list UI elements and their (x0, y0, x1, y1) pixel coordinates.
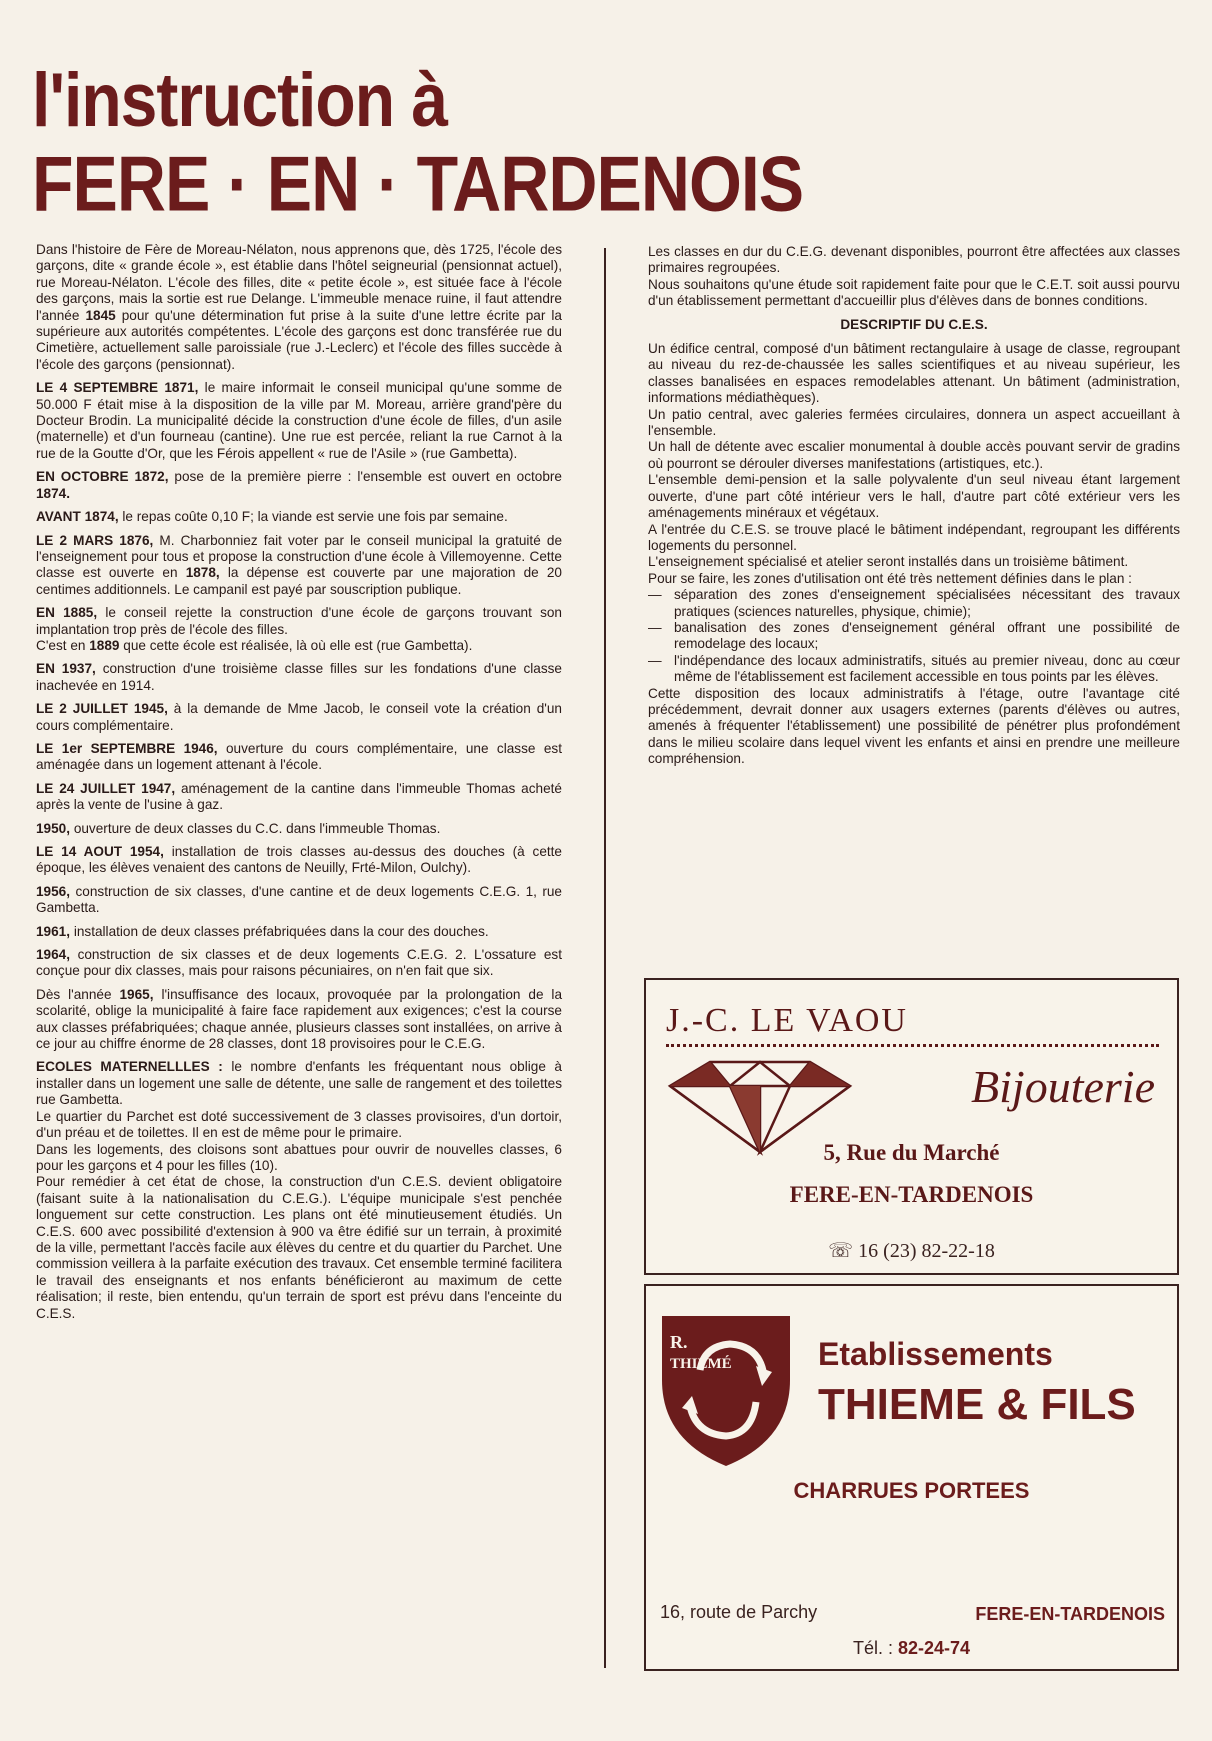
paragraph: AVANT 1874, le repas coûte 0,10 F; la viande est servie une fois par semaine. (36, 509, 508, 525)
paragraph: LE 1er SEPTEMBRE 1946, ouverture du cours complémentaire, une classe est aménagée dans un logement attenant à l'école. (36, 740, 562, 773)
paragraph: LE 24 JUILLET 1947, aménagement de la cantine dans l'immeuble Thomas acheté après la vente de l'usine à gaz. (36, 780, 562, 813)
logo-text-r: R. (670, 1332, 688, 1352)
paragraph: 1964, construction de six classes et de deux logements C.E.G. 2. L'ossature est conçue pour dix classes, mais pour raisons pécuniaires, on n'en fait que six. (36, 947, 563, 979)
plan-list (648, 587, 1180, 685)
paragraph: EN 1885, le conseil rejette la construction d'une école de garçons trouvant son implantation trop près de l'école des filles. C'est en 1889 que cette école est réalisée, là où elle est (rue Gambetta). (36, 605, 562, 653)
paragraph: Un patio central, avec galeries fermées circulaires, donnera un aspect accueillant à l'ensemble. (648, 406, 1180, 439)
title-line-1: l'instruction à (32, 57, 448, 143)
section-heading: DESCRIPTIF DU C.E.S. (840, 316, 988, 332)
ad-thieme-line2: THIEME & FILS (818, 1380, 1136, 1429)
ad-thieme-phone: Tél. : 82-24-74 (852, 1638, 971, 1658)
logo-text-thieme: THIÉMÉ (670, 1356, 732, 1372)
paragraph: 1961, installation de deux classes préfabriquées dans la cour des douches. (36, 923, 489, 939)
list-item: — l'indépendance des locaux administratifs, situés au premier niveau, donc au cœur même de l'établissement est facilement accessible en tous points par les élèves. (648, 653, 1180, 686)
ad-levaou (644, 978, 1179, 1275)
ad-levaou-street: 5, Rue du Marché (823, 1140, 1000, 1165)
paragraph: L'enseignement spécialisé et atelier seront installés dans un troisième bâtiment. (648, 554, 1129, 570)
ad-levaou-trade: Bijouterie (971, 1061, 1155, 1112)
dotted-divider (666, 1044, 1159, 1047)
ad-thieme-line1: Etablissements (818, 1336, 1053, 1372)
paragraph: LE 2 JUILLET 1945, à la demande de Mme Jacob, le conseil vote la création d'un cours complémentaire. (36, 701, 562, 733)
paragraph: 1956, construction de six classes, d'une cantine et de deux logements C.E.G. 1, rue Gambetta. (36, 883, 562, 916)
ad-levaou-city: FERE-EN-TARDENOIS (789, 1182, 1034, 1207)
left-column (36, 242, 562, 1329)
paragraph: Pour se faire, les zones d'utilisation ont été très nettement définies dans le plan : (648, 570, 1132, 586)
ad-thieme-product: CHARRUES PORTEES (793, 1478, 1030, 1503)
paragraph: LE 2 MARS 1876, M. Charbonniez fait voter par le conseil municipal la gratuité de l'enseignement pour tous et propose la construction d'une école à Villemoyenne. Cette classe est ouverte en 1878, la dépense est couverte par une majoration de 20 centimes additionnels. Le campanil est payé par souscription publique. (36, 532, 562, 597)
right-column (648, 244, 1180, 768)
list-item: — banalisation des zones d'enseignement général offrant une possibilité de remodelage des locaux; (648, 620, 1180, 653)
ad-levaou-phone: ☏ 16 (23) 82-22-18 (828, 1240, 995, 1262)
title-line-2: FERE · EN · TARDENOIS (32, 140, 804, 228)
ad-thieme-street: 16, route de Parchy (660, 1602, 818, 1622)
paragraph: A l'entrée du C.E.S. se trouve placé le bâtiment indépendant, regroupant les différents logements du personnel. (648, 521, 1180, 553)
paragraph: L'ensemble demi-pension et la salle polyvalente d'un seul niveau étant largement ouverte, d'une part côté intérieur vers le hall, d'autre part côté extérieur vers les aménagements minéraux et végétaux. (648, 472, 1180, 521)
paragraph: LE 4 SEPTEMBRE 1871, le maire informait le conseil municipal qu'une somme de 50.000 F était mise à la disposition de la ville par M. Moreau, arrière grand'père du Docteur Brodin. La municipalité décide la construction d'une école de filles, d'un asile (maternelle) et d'un fourneau (cantine). Une rue est percée, reliant la rue Carnot à la rue de la Goutte d'Or, que les Férois appellent « rue de l'Asile » (rue Gambetta). (36, 380, 563, 461)
paragraph: EN 1937, construction d'une troisième classe filles sur les fondations d'une classe inachevée en 1914. (36, 661, 562, 693)
thieme-shield-logo (656, 1310, 796, 1470)
paragraph: ECOLES MATERNELLLES : le nombre d'enfants les fréquentant nous oblige à installer dans un logement une salle de détente, une salle de rangement et des toilettes rue Gambetta. Le quartier du Parchet est doté successivement de 3 classes provisoires, d'un dortoir, d'un préau et de toilettes. Il en est de même pour le primaire. Dans les logements, des cloisons sont abattues pour ouvrir de nouvelles classes, 6 pour les garçons et 4 pour les filles (10). Pour remédier à cet état de chose, la construction d'un C.E.S. devient obligatoire (faisant suite à la nationalisation du C.E.G.). L'équipe municipale s'est penchée longuement sur cette construction. Les plans ont été minutieusement étudiés. Un C.E.S. 600 avec possibilité d'extension à 900 va être édifié sur un terrain, à proximité de la ville, permettant l'accès facile aux élèves du centre et du quartier du Parchet. Une commission veillera à la parfaite exécution des travaux. Cet ensemble terminé facilitera le travail des enseignants et nos enfants bénéficieront au maximum de cette réalisation; il reste, bien entendu, qu'un terrain de sport est prévu dans l'enceinte du C.E.S. (36, 1059, 562, 1321)
paragraph: Dès l'année 1965, l'insuffisance des locaux, provoquée par la prolongation de la scolarité, oblige la municipalité à faire face rapidement aux exigences; c'est la course aux classes préfabriquées; chaque année, plusieurs classes sont installées, on arrive à ce jour au chiffre énorme de 28 classes, dont 18 provisoires pour le C.E.G. (36, 986, 563, 1052)
paragraph: Un édifice central, composé d'un bâtiment rectangulaire à usage de classe, regroupant au niveau du rez-de-chaussée les salles scientifiques et au niveau supérieur, les classes banalisées en espaces remodelables attenant. Un bâtiment (administration, informations médiathèques). (648, 341, 1180, 406)
ad-thieme (644, 1284, 1179, 1671)
page-title (32, 56, 804, 228)
paragraph: Un hall de détente avec escalier monumental à double accès pouvant servir de gradins où pourront se dérouler diverses manifestations (artistiques, etc.). (648, 439, 1180, 471)
column-divider (604, 248, 606, 1668)
paragraph: Dans l'histoire de Fère de Moreau-Nélaton, nous apprenons que, dès 1725, l'école des garçons, dite « grande école », est établie dans l'hôtel seigneurial (pensionnat actuel), rue Moreau-Nélaton. L'école des filles, dite « petite école », est située face à l'école des garçons, mais la sortie est rue Delange. L'immeuble menace ruine, il faut attendre l'année 1845 pour qu'une détermination fut prise à la suite d'une lettre écrite par la supérieure aux autorités compétentes. L'école des garçons est donc transférée rue du Cimetière, actuellement salle paroissiale (rue J.-Leclerc) et l'école des filles succède à l'école des garçons (pensionnat). (36, 242, 562, 372)
paragraph: EN OCTOBRE 1872, pose de la première pierre : l'ensemble est ouvert en octobre 1874. (36, 469, 562, 501)
ad-thieme-city: FERE-EN-TARDENOIS (975, 1604, 1165, 1624)
paragraph: LE 14 AOUT 1954, installation de trois classes au-dessus des douches (à cette époque, les élèves venaient des cantons de Neuilly, Frté-Milon, Oulchy). (36, 844, 562, 876)
paragraph: Cette disposition des locaux administratifs à l'étage, outre l'avantage cité précédemment, devrait donner aux usagers externes (parents d'élèves ou autres, amenés à fréquenter l'établissement) une possibilité de pénétrer plus profondément dans le milieu scolaire dans lequel vivent les enfants et ainsi en prendre une meilleure compréhension. (648, 685, 1180, 767)
paragraph: Les classes en dur du C.E.G. devenant disponibles, pourront être affectées aux classes primaires regroupées. (648, 244, 1180, 276)
list-item: — séparation des zones d'enseignement spécialisées nécessitant des travaux pratiques (sciences naturelles, physique, chimie); (648, 587, 1180, 620)
ad-levaou-name: J.-C. LE VAOU (666, 1002, 908, 1039)
paragraph: Nous souhaitons qu'une étude soit rapidement faite pour que le C.E.T. soit aussi pourvu d'un établissement permettant d'accueillir plus d'élèves dans de bonnes conditions. (648, 276, 1180, 309)
paragraph: 1950, ouverture de deux classes du C.C. dans l'immeuble Thomas. (36, 820, 441, 836)
